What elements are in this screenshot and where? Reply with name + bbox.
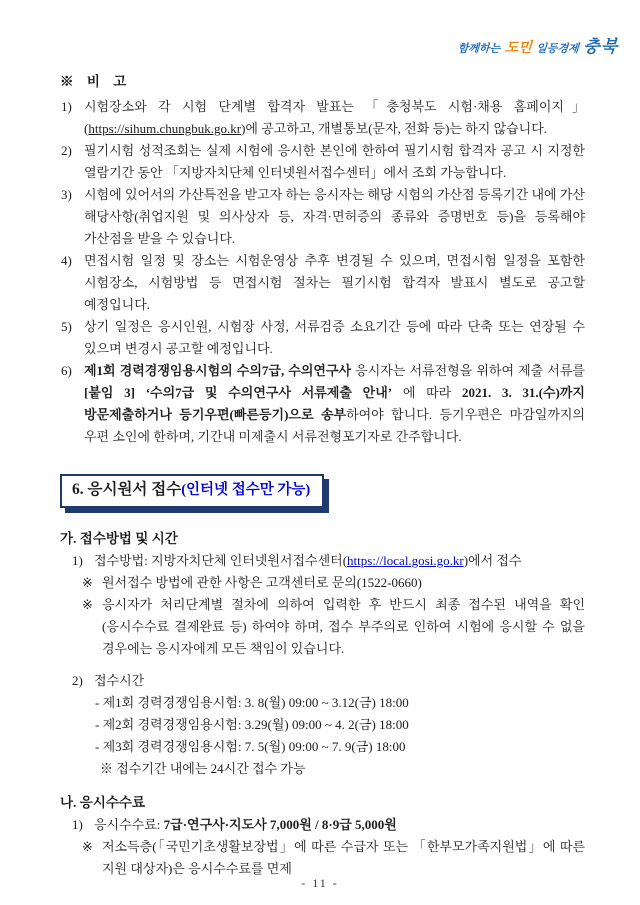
note-item-number: 1) [61, 99, 72, 114]
time-row-3: - 제3회 경력경쟁임용시험: 7. 5(월) 09:00 ~ 7. 9(금) 18:00 [95, 739, 406, 754]
note-item-2 [60, 140, 585, 184]
time-item [60, 670, 585, 692]
gosi-link[interactable]: https://local.gosi.go.kr [347, 553, 464, 568]
method-note-text: 응시자가 처리단계별 절차에 의하여 입력한 후 반드시 최종 접수된 내역을 확인(응시수수료 결제완료 등) 하여야 하며, 접수 부주의로 인하여 시험에 응시할 수 없을 경우에는 응시자에게 모든 책임이 있습니다. [102, 597, 585, 656]
note-item-text [84, 96, 585, 140]
method-note-text: 원서접수 방법에 관한 사항은 고객센터로 문의(1522-0660) [102, 575, 422, 590]
document-content [60, 72, 585, 880]
method-note-2 [60, 594, 585, 660]
note-item-5 [60, 316, 585, 360]
notes-heading: ※ 비 고 [60, 74, 132, 89]
method-item [60, 550, 585, 572]
note-item-text: 면접시험 일정 및 장소는 시험운영상 추후 변경될 수 있으며, 면접시험 일정을 포함한 시험장소, 시험방법 등 면접시험 절차는 필기시험 합격자 발표시 별도로 공고할 예정입니다. [84, 253, 585, 312]
logo-text-part1: 함께하는 [456, 43, 501, 55]
reference-mark: ※ [82, 839, 93, 854]
fee-amounts: 7급·연구사·지도사 7,000원 / 8·9급 5,000원 [163, 817, 397, 832]
fee-item-text [94, 814, 585, 836]
note6-bold3: 2021. 3. 31.(수)까지 방문제출하거나 등기우편(빠른등기)으로 송부 [84, 385, 585, 422]
note-item-4 [60, 250, 585, 316]
note-item-text: 상기 일정은 응시인원, 시험장 사정, 서류검증 소요기간 등에 따라 단축 또는 연장될 수 있으며 변경시 공고할 예정입니다. [84, 319, 585, 356]
time-row-2: - 제2회 경력경쟁임용시험: 3.29(월) 09:00 ~ 4. 2(금) 18:00 [95, 717, 409, 732]
method-item-text [94, 550, 585, 572]
subsection-a-title: 가. 접수방법 및 시간 [60, 531, 178, 546]
section6-title-suffix: (인터넷 접수만 가능) [181, 482, 311, 498]
note1-seg2: )에 공고하고, 개별통보(문자, 전화 등)는 하지 않습니다. [241, 121, 548, 136]
fee-item [60, 814, 585, 836]
note6-bold2: [붙임 3] ‘수의7급 및 수의연구사 서류제출 안내’ [84, 385, 393, 400]
note-item-3 [60, 184, 585, 250]
reference-mark: ※ [82, 575, 93, 590]
note-item-number: 2) [61, 143, 72, 158]
note6-seg3: 하여야 합니다. 등기우편은 마감일까지의 우편 소인에 한하며, 기간내 미제출시 서류전형포기자로 간주합니다. [84, 407, 585, 444]
note-item-1 [60, 96, 585, 140]
chungbuk-slogan-logo [457, 32, 619, 57]
note-item-number: 5) [61, 319, 72, 334]
note-item-number: 3) [61, 187, 72, 202]
method-item-number: 1) [72, 553, 83, 568]
fee-item-number: 1) [72, 817, 83, 832]
time-item-number: 2) [72, 673, 83, 688]
note-item-text [84, 360, 585, 448]
method-pre: 접수방법: 지방자치단체 인터넷원서접수센터( [94, 553, 348, 568]
fee-note-text: 저소득층(「국민기초생활보장법」에 따른 수급자 또는 「한부모가족지원법」에 따른 지원 대상자)은 응시수수료를 면제 [102, 839, 585, 876]
method-note-1 [60, 572, 585, 594]
fee-pre: 응시수수료: [94, 817, 164, 832]
logo-text-part2: 도민 [503, 39, 533, 55]
time-item-title: 접수시간 [94, 673, 145, 688]
sihum-link[interactable]: https://sihum.chungbuk.go.kr [88, 121, 242, 136]
note1-seg1: 시험장소와 각 시험 단계별 합격자 발표는 「충청북도 시험·채용 홈페이지」( [84, 99, 585, 136]
time-row-1: - 제1회 경력경쟁임용시험: 3. 8(월) 09:00 ~ 3.12(금) 18:00 [95, 695, 409, 710]
note-item-number: 4) [61, 253, 72, 268]
section6-title-box [60, 474, 324, 508]
fee-note [60, 836, 585, 880]
note6-bold1: 제1회 경력경쟁임용시험의 수의7급, 수의연구사 [84, 363, 352, 378]
method-post: )에서 접수 [463, 553, 522, 568]
note6-seg2: 에 따라 [392, 385, 462, 400]
note-item-6 [60, 360, 585, 448]
section6-title: 6. 응시원서 접수 [72, 481, 182, 498]
page-number: - 11 - [301, 876, 339, 890]
logo-text-part3: 일등경제 [535, 43, 579, 55]
note-item-number: 6) [61, 363, 72, 378]
subsection-b-title: 나. 응시수수료 [60, 795, 145, 810]
note6-seg1: 응시자는 서류전형을 위하여 제출 서류를 [351, 363, 585, 378]
logo-text-part4: 충북 [582, 37, 619, 56]
time-note: ※ 접수기간 내에는 24시간 접수 가능 [100, 761, 306, 776]
note-item-text: 필기시험 성적조회는 실제 시험에 응시한 본인에 한하여 필기시험 합격자 공고 시 지정한 열람기간 동안 「지방자치단체 인터넷원서접수센터」에서 조회 가능합니다. [84, 143, 585, 180]
note-item-text: 시험에 있어서의 가산특전을 받고자 하는 응시자는 해당 시험의 가산점 등록기간 내에 가산 해당사항(취업지원 및 의사상자 등, 자격·면허증의 종류와 증명번호 등)을 등록해야 가산점을 받을 수 있습니다. [84, 187, 585, 246]
reference-mark: ※ [82, 597, 93, 612]
